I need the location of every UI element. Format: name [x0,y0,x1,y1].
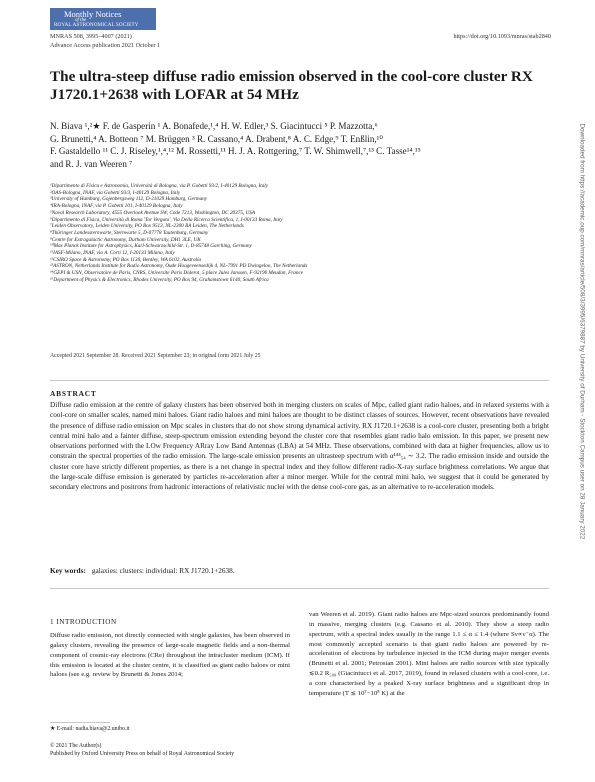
author-line-2: G. Brunetti,⁴ A. Botteon ⁷ M. Brüggen ³ R. Cassano,⁴ A. Drabent,⁸ A. C. Edge,⁹ T. Enßlin,¹⁰ [50,133,384,144]
copyright-line2: Published by Oxford University Press on behalf of Royal Astronomical Society [50,750,235,757]
intro-right-column: van Weeren et al. 2019). Giant radio haloes are Mpc-sized sources predominantly found in massive, merging clusters (e.g. Cassano et al. 2010). They show a steep radio spectrum, with a spectral index usually in the range 1.1 ≤ α ≤ 1.4 (where Sν∝ν⁻α). The most commonly accepted scenario is that giant radio haloes are powered by re-acceleration of electrons by turbulence injected in the ICM during major merger events (Brunetti et al. 2001; Petrosian 2001). Mini haloes are radio sources with size typically ≲0.2 R₅₀₀ (Giacintucci et al. 2017, 2019), found in relaxed clusters with a cool-core, i.e. a core characterised by a peaked X-ray surface brightness and a significant drop in temperature (T ≲ 10⁷−10⁸ K) at the [309,611,549,697]
author-line-3: F. Gastaldello ¹¹ C. J. Riseley,¹,⁴,¹² M. Rossetti,¹¹ H. J. A. Rottgering,⁷ T. W. Shimwell,⁷,¹³ C. Tasse¹⁴,¹⁵ [50,146,421,157]
divider [50,380,549,381]
keywords-label: Key words: [50,566,86,575]
citation: MNRAS 508, 3995–4007 (2021) [50,33,132,40]
journal-logo [50,8,156,30]
affiliation: ¹Dipartimento di Fisica e Astronomia, Università di Bologna, via P. Gobetti 93/2, I-40129 Bologna, Italy [50,183,269,189]
logo-line1: Monthly Notices [64,9,122,19]
divider [50,588,549,589]
abstract-text: Diffuse radio emission at the centre of galaxy clusters has been observed both in merging clusters on scales of Mpc, called giant radio haloes, and in relaxed systems with a cool-core on smaller scales, named mini haloes. Giant radio haloes and mini haloes are thought to be distinct classes of sources. However, recent observations have revealed the presence of diffuse radio emission on Mpc scales in clusters that do not show strong dynamical activity. RX J1720.1+2638 is a cool-core cluster, presenting both a bright central mini halo and a fainter diffuse, steep-spectrum emission extending beyond the cluster core that resembles giant radio halo emission. In this paper, we present new observations performed with the LOw Frequency ARray Low Band Antennas (LBA) at 54 MHz. These observations, combined with data at higher frequencies, allow us to constrain the spectral properties of the radio emission. The large-scale emission presents an ultrasteep spectrum with α¹⁴⁴₅₄ ∼ 3.2. The radio emission inside and outside the cluster core have strictly different properties, as there is a net change in spectral index and they follow different radio-X-ray surface brightness correlations. We argue that the large-scale diffuse emission is generated by particles re-acceleration after a minor merger. While for the central mini halo, we suggest that it could be generated by secondary electrons and positrons from hadronic interactions of relativistic nuclei with the dense cool-core gas, as an alternative to re-acceleration models. [50,401,549,491]
copyright-line1: © 2021 The Author(s) [50,743,102,749]
doi-link[interactable]: https://doi.org/10.1093/mnras/stab2840 [453,33,551,40]
affiliation: ⁴IRA-Bologna, INAF, via P. Gobetti 101, I-40129 Bologna, Italy [50,203,183,210]
affiliation: ⁷Leiden Observatory, Leiden University, PO Box 9513, NL-2300 RA Leiden, The Netherlands [50,223,244,230]
copyright [50,743,234,759]
accepted-dates: Accepted 2021 September 28. Received 2021 September 23; in original form 2021 July 25 [50,353,261,359]
author-line-1: N. Biava ¹,²★ F. de Gasperin ¹ A. Bonafede,¹,⁴ H. W. Edler,³ S. Giacintucci ⁵ P. Mazzotta,⁶ [50,121,378,131]
footnote-email[interactable]: ★ E-mail: nadia.biava@2.unibo.it [50,726,130,732]
affiliations [50,183,560,284]
affiliation: ³University of Hamburg, Gojenbergsweg 112, D-21029 Hamburg, Germany [50,196,208,203]
author-line-4: and R. J. van Weeren ⁷ [50,158,133,169]
affiliation: ¹⁵Department of Physics & Electronics, Rhodes University, PO Box 94, Grahamstown 6140, South Africa [50,276,269,283]
author-list [50,120,560,170]
download-watermark [579,125,589,665]
affiliation: ⁶Dipartimento di Fisica, Università di Roma 'Tor Vergata', Via Della Ricerca Scientifica, 1, I-00133 Roma, Italy [50,216,283,223]
affiliation: ⁸Thüringer Landessternwarte, Sternwarte 5, D-07778 Tautenburg, Germany [50,229,209,236]
affiliation: ⁵Naval Research Laboratory, 4555 Overlook Avenue SW, Code 7213, Washington, DC 20375, USA [50,209,256,216]
footnote-rule [50,722,110,723]
download-text: Downloaded from https://academic.oup.com/mnras/article/508/3/3995/6379887 by University of Durham - Stockton Campus user on 28 January 2022 [578,123,586,540]
affiliation: ²OAS-Bologna, INAF, via Gobetti 93/3, I-40129 Bologna, Italy [50,189,181,196]
affiliation: ⁹Centre for Extragalactic Astronomy, Durham University, DH1 3LE, UK [50,236,201,243]
affiliation: ¹¹IASF-Milano, INAF, via A. Corti 12, I-20133 Milano, Italy [50,250,175,257]
advance-access: Advance Access publication 2021 October 1 [50,42,161,49]
affiliation: ¹⁴GEPI & USN, Observatoire de Paris, CNRS, Universite Paris Diderot, 5 place Jules Janssen, F-92190 Meudon, France [50,270,304,277]
logo-line2: of the [75,18,87,23]
affiliation: ¹³ASTRON, Netherlands Institute for Radio Astronomy, Oude Hoogeveensedijk 4, NL-7991 PD Dwingeloo, The Netherlands [50,263,308,270]
keywords-text: galaxies: clusters: individual: RX J1720.1+2638. [91,566,235,575]
keywords [50,566,549,575]
logo-line3: ROYAL ASTRONOMICAL SOCIETY [54,23,139,28]
affiliation: ¹⁰Max Planck Institute for Astrophysics, Karl-Schwarzschild-Str. 1, D-85748 Garching, Germany [50,243,252,250]
affiliation: ¹²CSIRO Space & Astronomy, PO Box 1130, Bentley, WA 6102, Australia [50,256,202,263]
paper-title: The ultra-steep diffuse radio emission observed in the cool-core cluster RX J1720.1+2638 with LOFAR at 54 MHz [50,68,533,103]
intro-left-column: Diffuse radio emission, not directly connected with single galaxies, has been observed in galaxy clusters, revealing the presence of large-scale magnetic fields and a non-thermal component of cosmic-ray electrons (CRe) throughout the intracluster medium (ICM). If this emission is located at the cluster centre, it is classified as giant radio haloes or mini haloes (see e.g. review by Brunetti & Jones 2014; [50,632,290,679]
abstract-heading: ABSTRACT [50,389,97,398]
section-heading: 1 INTRODUCTION [50,618,117,626]
